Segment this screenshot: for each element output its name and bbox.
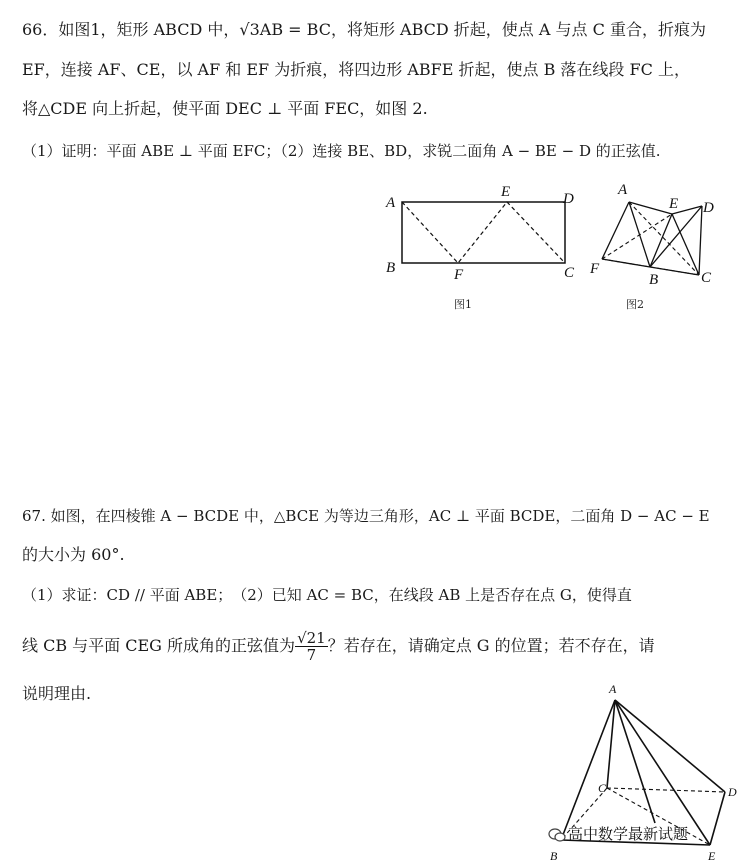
fraction-numerator: √21 <box>297 629 326 647</box>
fig2-label-f: F <box>590 261 600 277</box>
fig1-label-a: A <box>386 195 396 211</box>
fig1-caption: 图1 <box>454 298 472 311</box>
p67-line-2: 的大小为 60°. <box>22 545 125 564</box>
pyramid-label-b: B <box>550 849 558 863</box>
p67-line-5: 说明理由. <box>22 684 92 703</box>
sqrt21-over-7-fraction <box>295 630 328 663</box>
rectangle-abcd <box>402 202 565 263</box>
p66-line-3: 将△CDE 向上折起，使平面 DEC ⊥ 平面 FEC，如图 2. <box>22 99 428 118</box>
p67-line-3: （1）求证：CD // 平面 ABE； （2）已知 AC = BC，在线段 AB 上是否存在点 G，使得直 <box>22 586 632 604</box>
pyramid-label-d: D <box>728 785 737 799</box>
p67-line-4 <box>22 627 655 667</box>
fig2-caption: 图2 <box>626 298 644 311</box>
watermark <box>548 823 688 844</box>
fig1-label-e: E <box>501 184 511 200</box>
pyramid-label-a: A <box>609 682 617 696</box>
p66-figure-2 <box>585 178 725 293</box>
pyramid-label-c: C <box>598 781 607 795</box>
fraction-denominator: 7 <box>306 646 317 664</box>
p66-line-1: 66．如图1，矩形 ABCD 中，√3AB = BC，将矩形 ABCD 折起，使点 A 与点 C 重合，折痕为 <box>22 20 706 39</box>
p66-line-2: EF，连接 AF、CE，以 AF 和 EF 为折痕，将四边形 ABFE 折起，使点 B 落在线段 FC 上， <box>22 60 690 79</box>
fig2-label-d: D <box>703 200 714 216</box>
fig1-label-d: D <box>563 191 574 207</box>
wechat-icon <box>548 828 566 842</box>
fig2-label-b: B <box>649 272 659 288</box>
pyramid-label-e: E <box>708 849 716 863</box>
p67-line-4-post: ？若存在，请确定点 G 的位置；若不存在，请 <box>327 636 655 655</box>
fig1-label-c: C <box>564 265 575 281</box>
p66-figure-1 <box>380 180 590 290</box>
watermark-text: 高中数学最新试题 <box>568 825 689 843</box>
fig2-label-c: C <box>701 270 712 286</box>
p67-line-1: 67. 如图，在四棱锥 A − BCDE 中，△BCE 为等边三角形，AC ⊥ 平面 BCDE，二面角 D − AC − E <box>22 507 710 525</box>
p67-line-4-pre: 线 CB 与平面 CEG 所成角的正弦值为 <box>22 636 296 655</box>
fig1-label-b: B <box>386 260 396 276</box>
fold-lines <box>402 202 565 263</box>
fig2-label-a: A <box>618 182 628 198</box>
fig1-label-f: F <box>454 267 464 283</box>
p66-line-4: （1）证明：平面 ABE ⊥ 平面 EFC；（2）连接 BE、BD，求锐二面角 A − BE − D 的正弦值. <box>22 142 661 160</box>
fig2-label-e: E <box>669 196 679 212</box>
